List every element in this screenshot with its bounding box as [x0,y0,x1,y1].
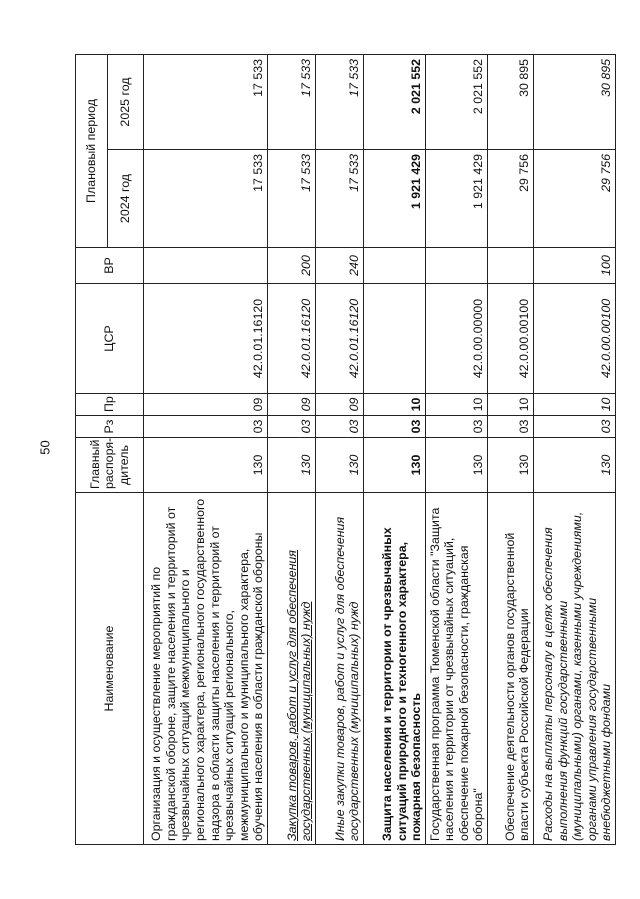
row-vr: 200 [268,248,316,284]
row-admin: 130 [488,438,534,493]
row-rz: 03 [488,416,534,438]
row-2024: 29 756 [534,150,616,248]
row-pr: 10 [488,394,534,416]
row-2025: 30 895 [534,55,616,150]
row-2025: 17 533 [268,55,316,150]
row-vr [144,248,268,284]
row-rz: 03 [534,416,616,438]
header-pr: Пр [76,394,144,416]
table-row [426,55,488,845]
row-csr [364,284,426,394]
row-2025: 30 895 [488,55,534,150]
table-row [534,55,616,845]
table-row [364,55,426,845]
header-year-2025: 2025 год [108,55,144,150]
row-csr: 42.0.01.16120 [268,284,316,394]
header-csr: ЦСР [76,284,144,394]
row-pr: 10 [426,394,488,416]
header-admin: Главный распоря-дитель [76,438,144,493]
row-admin: 130 [144,438,268,493]
row-name: Защита населения и территории от чрезвычайных ситуаций природного и техногенного характера, пожарная безопасность [364,493,426,845]
row-admin: 130 [534,438,616,493]
row-pr: 09 [316,394,364,416]
row-2025: 2 021 552 [426,55,488,150]
row-name: Иные закупки товаров, работ и услуг для обеспечения государственных (муниципальных) нужд [316,493,364,845]
row-admin: 130 [364,438,426,493]
budget-table [75,54,616,845]
row-vr: 240 [316,248,364,284]
row-2025: 2 021 552 [364,55,426,150]
page-number: 50 [37,440,53,455]
row-name: Организация и осуществление мероприятий по гражданской обороне, защите населения и территорий от чрезвычайных ситуаций межмуниципального и регионального характера, регионального государственного надзора в области защиты населения и территорий от чрезвычайных ситуаций регионального, межмуниципального и муниципального характера, обучения населения в области гражданской обороны [144,493,268,845]
row-rz: 03 [268,416,316,438]
row-vr: 100 [534,248,616,284]
header-plan-period: Плановый период [76,55,108,248]
row-name: Обеспечение деятельности органов государственной власти субъекта Российской Федерации [488,493,534,845]
header-name: Наименование [76,493,144,845]
row-name: Государственная программа Тюменской области "Защита населения и территории от чрезвычайных ситуаций, обеспечение пожарной безопасности, гражданская оборона" [426,493,488,845]
row-admin: 130 [268,438,316,493]
table-row [488,55,534,845]
row-2024: 1 921 429 [364,150,426,248]
row-2024: 17 533 [316,150,364,248]
table-row [316,55,364,845]
row-pr: 09 [268,394,316,416]
header-rz: Рз [76,416,144,438]
row-pr: 10 [534,394,616,416]
budget-table-rotated [75,55,614,845]
table-row [144,55,268,845]
row-rz: 03 [426,416,488,438]
row-rz: 03 [144,416,268,438]
row-2025: 17 533 [144,55,268,150]
row-vr [426,248,488,284]
row-csr: 42.0.01.16120 [144,284,268,394]
row-pr: 10 [364,394,426,416]
header-vr: ВР [76,248,144,284]
row-vr [488,248,534,284]
row-name: Закупка товаров, работ и услуг для обеспечения государственных (муниципальных) нужд [268,493,316,845]
row-vr [364,248,426,284]
row-csr: 42.0.00.00100 [534,284,616,394]
row-2024: 17 533 [268,150,316,248]
row-admin: 130 [426,438,488,493]
row-admin: 130 [316,438,364,493]
row-csr: 42.0.01.16120 [316,284,364,394]
row-pr: 09 [144,394,268,416]
header-year-2024: 2024 год [108,150,144,248]
row-2024: 17 533 [144,150,268,248]
row-csr: 42.0.00.00000 [426,284,488,394]
row-rz: 03 [364,416,426,438]
row-2025: 17 533 [316,55,364,150]
row-name: Расходы на выплаты персоналу в целях обеспечения выполнения функций государственными (муниципальными) органами, казенными учреждениями, органами управления государственными внебюджетными фондами [534,493,616,845]
row-rz: 03 [316,416,364,438]
row-2024: 1 921 429 [426,150,488,248]
row-2024: 29 756 [488,150,534,248]
table-row [268,55,316,845]
row-csr: 42.0.00.00100 [488,284,534,394]
